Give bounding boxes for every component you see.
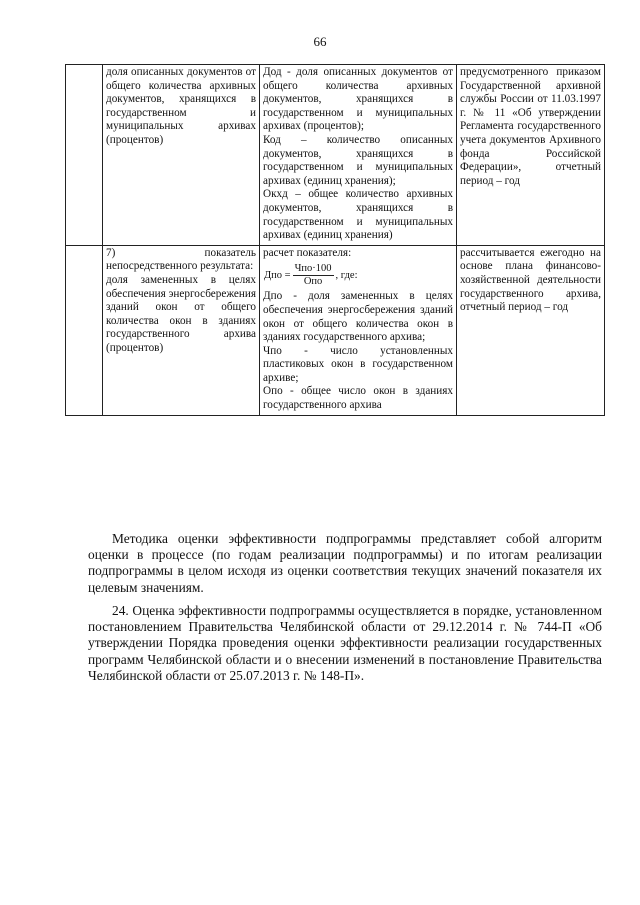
formula-suffix: , где: — [335, 269, 358, 281]
definition-line: Опо - общее число окон в зданиях государственного архива — [263, 385, 453, 412]
indicator-title: 7) показатель непосредственного результата: — [106, 246, 256, 273]
paragraph-text: Методика оценки эффективности подпрограммы представляет собой алгоритм оценки в процессе (по годам реализации подпрограммы) и по итогам реализации подпрограммы в целом исходя из оценки соответствия текущих значений показателя их целевым значениям. — [88, 531, 602, 595]
page-number: 66 — [313, 34, 327, 49]
table-row — [66, 65, 605, 246]
formula-denominator: Опо — [303, 275, 323, 287]
table-cell-indicator: доля описанных документов от общего количества архивных документов, хранящихся в государственном и муниципальных архивах (процентов) — [103, 65, 260, 246]
definition-line: Окхд – общее количество архивных документов, хранящихся в государственном и муниципальных архивах (единиц хранения) — [263, 188, 453, 242]
definition-line: Дпо - доля замененных в целях обеспечения энергосбережения зданий окон от общего количества окон в зданиях государственного архива; — [263, 290, 453, 344]
table-cell-indicator — [103, 245, 260, 415]
definition-line: Чпо - число установленных пластиковых окон в государственном архиве; — [263, 344, 453, 384]
formula-fraction — [293, 263, 334, 288]
table-cell-calculation — [260, 65, 457, 246]
definition-line: Дод - доля описанных документов от общего количества архивных документов, хранящихся в государственном и муниципальных архивах (процентов); — [263, 66, 453, 133]
table-cell-number — [66, 65, 103, 246]
table-cell-calculation — [260, 245, 457, 415]
table-row — [66, 245, 605, 415]
formula-lhs: Дпо = — [264, 269, 291, 281]
table-cell-number — [66, 245, 103, 415]
paragraph-text: 24. Оценка эффективности подпрограммы осуществляется в порядке, установленном постановлением Правительства Челябинской области от 29.12.2014 г. № 744-П «Об утверждении Порядка проведения оценки эффективности реализации государственных программ Челябинской области и о внесении изменений в постановление Правительства Челябинской области от 25.07.2013 г. № 148-П». — [88, 603, 602, 683]
table-cell-source: рассчитывается ежегодно на основе плана финансово-хозяйственной деятельности государственного архива, отчетный период – год — [457, 245, 605, 415]
calculation-intro: расчет показателя: — [263, 246, 352, 259]
formula — [263, 260, 453, 290]
body-paragraph-methodology — [88, 531, 602, 596]
indicators-table — [65, 64, 605, 416]
body-paragraph-evaluation — [88, 603, 602, 684]
definition-line: Код – количество описанных документов, хранящихся в государственном и муниципальных архивах (единиц хранения); — [263, 133, 453, 187]
table-cell-source: предусмотренного приказом Государственной архивной службы России от 11.03.1997 г. № 11 «Об утверждении Регламента государственного учета документов Архивного фонда Российской Федерации», отчетный период – год — [457, 65, 605, 246]
indicator-description: доля замененных в целях обеспечения энергосбережения зданий окон от общего количества окон в зданиях государственного архива (процентов) — [106, 273, 256, 354]
formula-numerator: Чпо·100 — [294, 262, 332, 274]
